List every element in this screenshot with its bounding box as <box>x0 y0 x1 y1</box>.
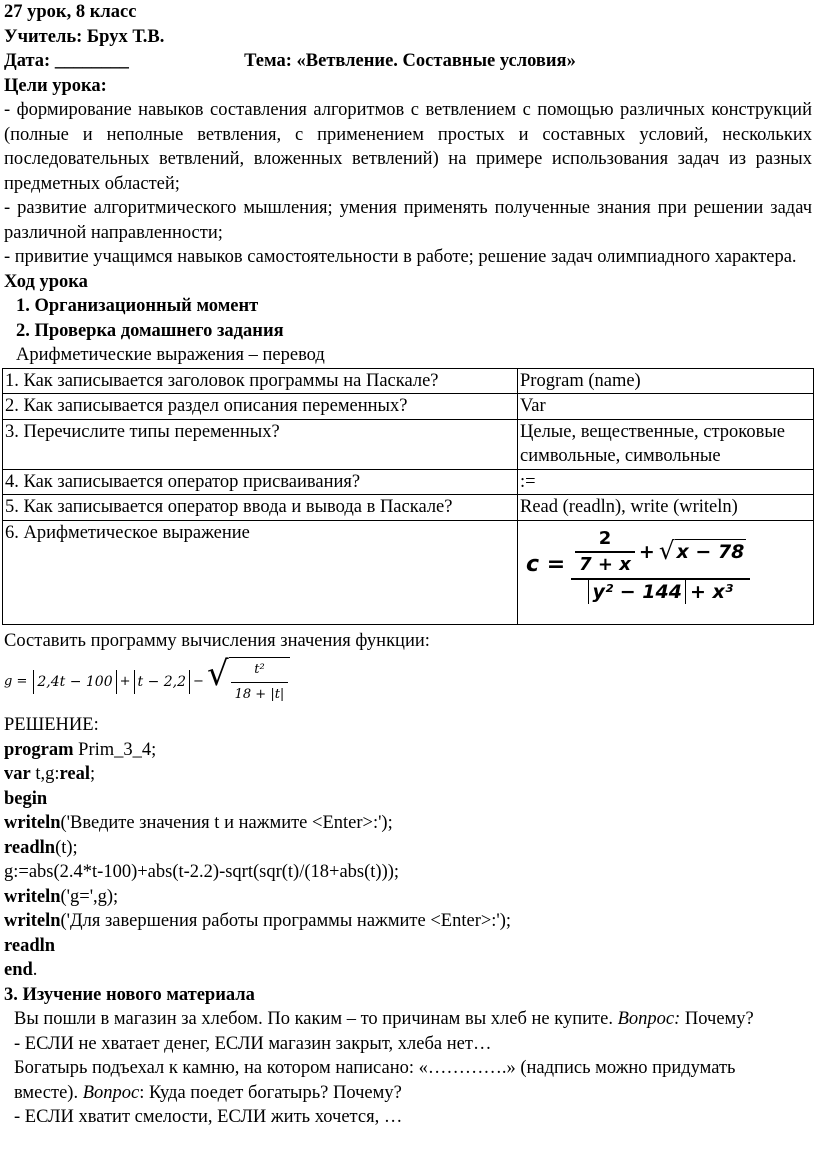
g-frac-num: t² <box>254 661 265 677</box>
answer-cell: Program (name) <box>518 368 814 394</box>
question-label: Вопрос: <box>617 1009 681 1029</box>
sqrt-symbol <box>658 536 747 566</box>
paragraph <box>4 1081 816 1106</box>
g-abs1: 2,4t − 100 <box>33 670 116 695</box>
goal-item: - привитие учащимся навыков самостоятельности в работе; решение задач олимпиадного характера. <box>4 247 797 267</box>
task-text: Составить программу вычисления значения функции: <box>4 630 430 651</box>
code-keyword: writeln <box>4 911 61 931</box>
code-text: ('g=',g); <box>60 886 119 907</box>
code-keyword: readln <box>4 837 56 858</box>
code-keyword: readln <box>4 935 56 956</box>
den-rest: + x³ <box>689 580 734 603</box>
g-lhs: g = <box>4 673 28 689</box>
g-fraction <box>231 658 289 708</box>
paragraph <box>4 1007 816 1032</box>
g-sqrt <box>206 653 290 708</box>
code-line <box>4 860 816 885</box>
lesson-line: 27 урок, 8 класс <box>4 2 137 22</box>
formula-cell <box>518 520 814 624</box>
inner-num: 2 <box>598 527 612 549</box>
table-subtitle: Арифметические выражения – перевод <box>16 345 325 365</box>
paragraph-text: Вы пошли в магазин за хлебом. По каким – то причинам вы хлеб не купите. <box>14 1009 618 1029</box>
code-line <box>4 836 816 861</box>
paragraph: - ЕСЛИ хватит смелости, ЕСЛИ жить хочется, … <box>14 1107 403 1127</box>
code-text: t,g: <box>30 764 60 784</box>
code-text: ('Введите значения t и нажмите <Enter>:'); <box>60 813 393 833</box>
table-row <box>3 495 814 521</box>
sqrt-arg: x − 78 <box>676 541 745 564</box>
question-cell: 3. Перечислите типы переменных? <box>3 419 518 469</box>
formula-lhs: c = <box>526 552 566 577</box>
code-text: Prim_3_4; <box>73 739 157 760</box>
course-heading: Ход урока <box>4 271 88 292</box>
question-cell: 1. Как записывается заголовок программы на Паскале? <box>3 368 518 394</box>
step-homework-check: 2. Проверка домашнего задания <box>16 320 284 341</box>
table-row <box>3 419 814 469</box>
paragraph-text: : Куда поедет богатырь? Почему? <box>139 1082 402 1103</box>
code-line <box>4 787 816 812</box>
table-row <box>3 394 814 420</box>
code-line <box>4 885 816 910</box>
formula-numerator <box>571 527 750 578</box>
code-line <box>4 762 816 787</box>
goal-item: - развитие алгоритмического мышления; умения применять полученные знания при решении задач различной направленности; <box>4 198 812 243</box>
formula-denominator <box>584 580 737 605</box>
formula-g <box>4 653 816 711</box>
code-block <box>4 738 816 983</box>
radical-icon: √ <box>206 653 229 694</box>
goals-heading: Цели урока: <box>4 75 107 96</box>
step-organization: 1. Организационный момент <box>16 296 259 316</box>
code-keyword: var <box>4 764 31 784</box>
table-row <box>3 368 814 394</box>
paragraph: - ЕСЛИ не хватает денег, ЕСЛИ магазин закрыт, хлеба нет… <box>14 1033 492 1054</box>
code-keyword: writeln <box>4 886 61 907</box>
code-line <box>4 934 816 959</box>
inner-fraction <box>575 527 635 578</box>
code-text: ('Для завершения работы программы нажмите <Enter>:'); <box>60 911 512 931</box>
question-cell: 2. Как записывается раздел описания переменных? <box>3 394 518 420</box>
code-text: . <box>32 960 38 980</box>
den-abs: y² − 144 <box>588 580 686 605</box>
table-row <box>3 469 814 495</box>
qa-table <box>2 368 814 625</box>
code-keyword: real <box>59 764 90 784</box>
solution-heading: РЕШЕНИЕ: <box>4 715 99 735</box>
radical-icon: √ <box>658 536 675 566</box>
g-frac-den: 18 + |t| <box>234 687 285 702</box>
new-material-heading: 3. Изучение нового материала <box>4 984 255 1005</box>
question-cell: 6. Арифметическое выражение <box>3 520 518 624</box>
code-keyword: end <box>4 960 33 980</box>
question-cell: 4. Как записывается оператор присваивания? <box>3 469 518 495</box>
plus-sign: + <box>638 540 655 563</box>
code-keyword: begin <box>4 788 48 809</box>
paragraph-text: вместе). <box>14 1082 83 1103</box>
code-keyword: writeln <box>4 813 61 833</box>
code-text: (t); <box>55 837 78 858</box>
answer-cell: Целые, вещественные, строковые символьные, символьные <box>518 419 814 469</box>
paragraph-text: Почему? <box>680 1009 754 1029</box>
answer-cell: := <box>518 469 814 495</box>
question-cell: 5. Как записывается оператор ввода и вывода в Паскале? <box>3 495 518 521</box>
topic-title: Тема: «Ветвление. Составные условия» <box>244 51 576 71</box>
question-label: Вопрос <box>82 1082 140 1103</box>
date-line: Дата: ________ <box>4 51 129 71</box>
table-row <box>3 520 814 624</box>
goal-item: - формирование навыков составления алгоритмов с ветвлением с помощью различных конструкций (полные и неполные ветвления, с применением простых и составных условий, нескольких последовательных ветвлений, вложенных ветвлений) на примере использования задач из разных предметных областей; <box>4 100 812 194</box>
paragraph: Богатырь подъехал к камню, на котором написано: «………….» (надпись можно придумать <box>14 1058 736 1078</box>
code-line <box>4 909 816 934</box>
g-abs2: t − 2,2 <box>134 670 191 695</box>
g-plus: + <box>119 673 131 689</box>
g-sqrt-body <box>229 657 291 708</box>
code-line <box>4 811 816 836</box>
formula-c <box>520 521 811 605</box>
code-line <box>4 958 816 983</box>
code-text: ; <box>89 764 96 784</box>
answer-cell: Var <box>518 394 814 420</box>
inner-den: 7 + x <box>579 554 631 575</box>
g-minus: − <box>193 673 204 689</box>
code-text: g:=abs(2.4*t-100)+abs(t-2.2)-sqrt(sqr(t)/(18+abs(t))); <box>4 862 400 882</box>
formula-main-fraction <box>571 527 750 605</box>
code-keyword: program <box>4 739 74 760</box>
teacher-line: Учитель: Брух Т.В. <box>4 26 165 47</box>
code-line <box>4 738 816 763</box>
answer-cell: Read (readln), write (writeln) <box>518 495 814 521</box>
